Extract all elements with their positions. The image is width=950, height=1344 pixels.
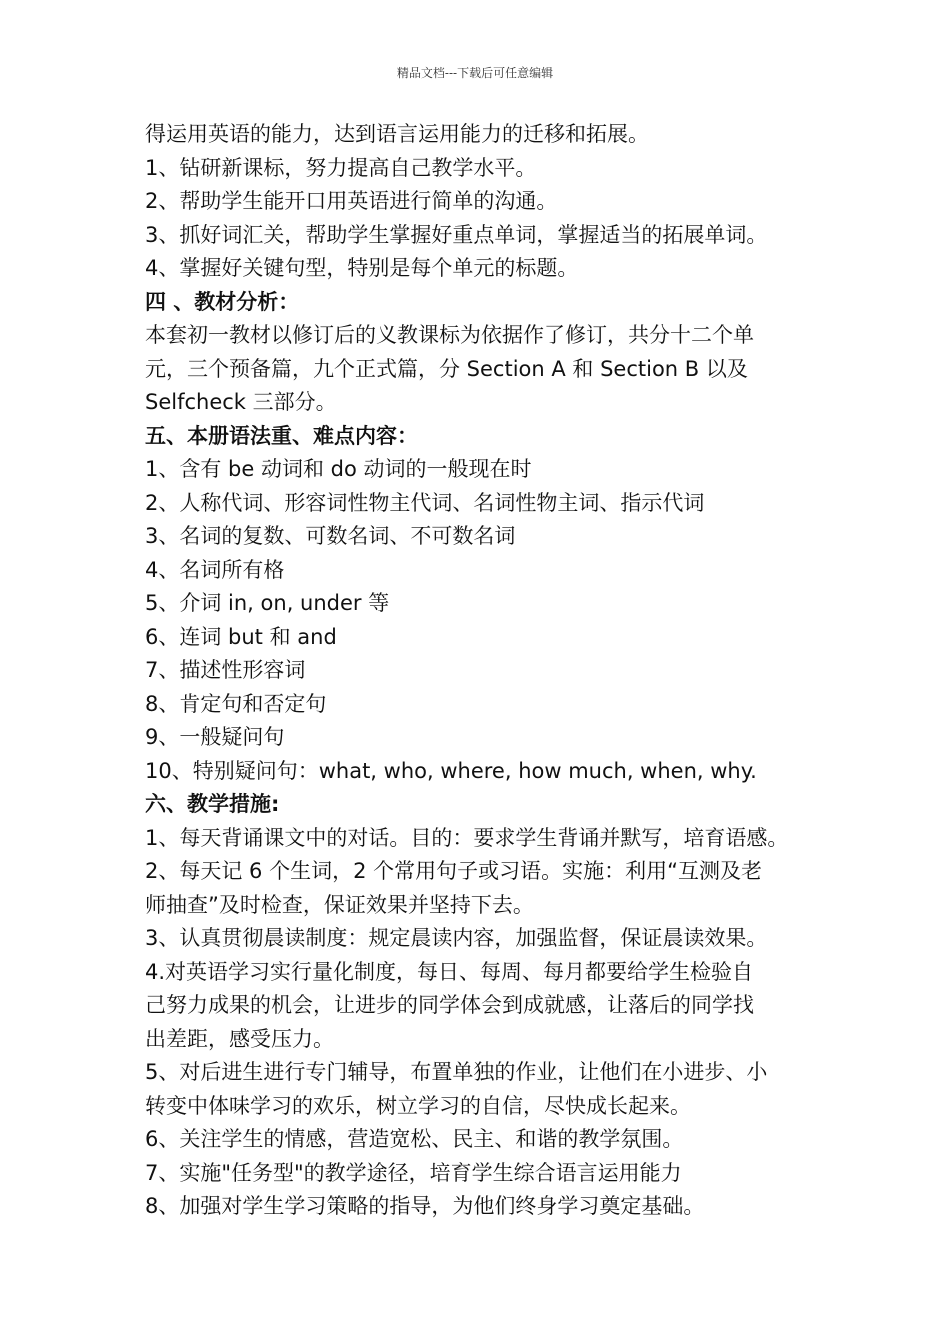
text-line: 10、特别疑问句：what, who, where, how much, when, why. [145, 758, 757, 783]
text-line: 己努力成果的机会，让进步的同学体会到成就感，让落后的同学找 [145, 993, 754, 1017]
text-line: 5、对后进生进行专门辅导，布置单独的作业，让他们在小进步、小 [145, 1060, 768, 1084]
text-line: 3、认真贯彻晨读制度：规定晨读内容，加强监督，保证晨读效果。 [145, 926, 768, 950]
text-line: 转变中体味学习的欢乐，树立学习的自信，尽快成长起来。 [145, 1093, 691, 1118]
text-line: 4、掌握好关键句型，特别是每个单元的标题。 [145, 256, 579, 280]
text-line: 2、帮助学生能开口用英语进行简单的沟通。 [145, 189, 558, 213]
text-line: 7、实施"任务型"的教学途径，培育学生综合语言运用能力 [145, 1160, 682, 1185]
text-line: 得运用英语的能力，达到语言运用能力的迁移和拓展。 [145, 122, 649, 146]
document-body [145, 118, 825, 1224]
text-line: 师抽查”及时检查，保证效果并坚持下去。 [145, 892, 534, 917]
text-line: 4.对英语学习实行量化制度，每日、每周、每月都要给学生检验自 [145, 959, 754, 984]
text-line: 1、含有 be 动词和 do 动词的一般现在时 [145, 457, 532, 481]
text-line: 2、人称代词、形容词性物主代词、名词性物主词、指示代词 [145, 490, 705, 515]
section-heading: 五、本册语法重、难点内容： [145, 423, 418, 448]
text-line: 3、名词的复数、可数名词、不可数名词 [145, 524, 516, 548]
text-line: 8、加强对学生学习策略的指导，为他们终身学习奠定基础。 [145, 1194, 705, 1218]
text-line: 5、介词 in, on, under 等 [145, 591, 390, 615]
text-line: 本套初一教材以修订后的义教课标为依据作了修订，共分十二个单 [145, 323, 754, 347]
text-line: 出差距，感受压力。 [145, 1026, 334, 1051]
text-line: 6、连词 but 和 and [145, 624, 337, 649]
text-line: 元，三个预备篇，九个正式篇，分 Section A 和 Section B 以及 [145, 356, 748, 381]
text-line: 4、名词所有格 [145, 557, 285, 582]
text-line: 7、描述性形容词 [145, 658, 306, 682]
page-header: 精品文档---下载后可任意编辑 [396, 66, 554, 80]
text-line: 1、钻研新课标，努力提高自己教学水平。 [145, 155, 537, 180]
section-heading: 四 、教材分析： [145, 289, 300, 314]
text-line: 3、抓好词汇关，帮助学生掌握好重点单词，掌握适当的拓展单词。 [145, 222, 768, 247]
text-line: 9、一般疑问句 [145, 725, 285, 749]
text-line: Selfcheck 三部分。 [145, 390, 337, 414]
text-line: 1、每天背诵课文中的对话。目的：要求学生背诵并默写，培育语感。 [145, 825, 789, 850]
text-line: 2、每天记 6 个生词，2 个常用句子或习语。实施：利用“互测及老 [145, 859, 762, 883]
text-line: 8、肯定句和否定句 [145, 691, 327, 716]
text-line: 6、关注学生的情感，营造宽松、民主、和谐的教学氛围。 [145, 1127, 684, 1151]
section-heading: 六、教学措施: [145, 792, 280, 816]
